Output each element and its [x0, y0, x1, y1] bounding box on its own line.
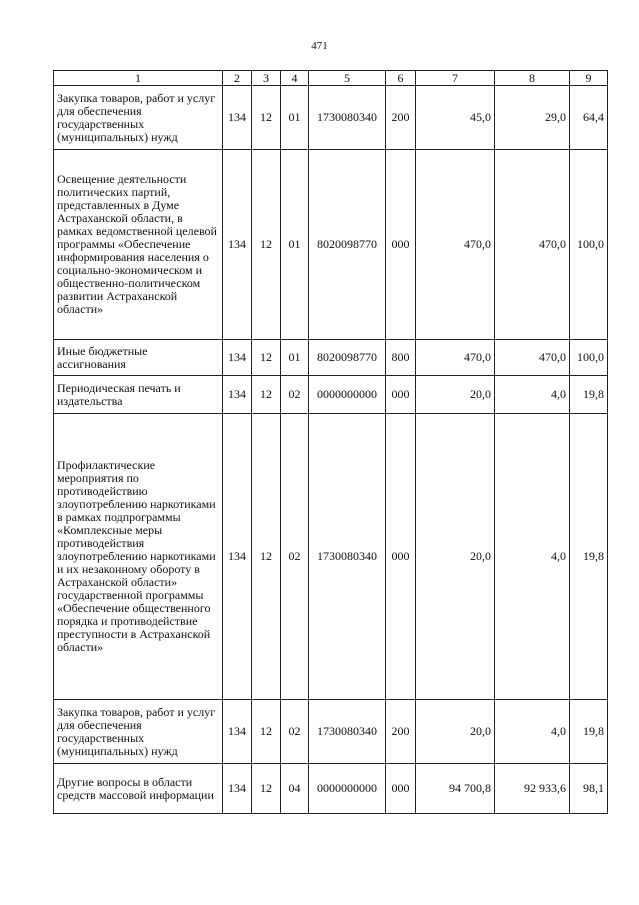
table-row [54, 86, 608, 150]
cell-executed: 4,0 [495, 376, 570, 414]
cell-percent: 19,8 [570, 376, 608, 414]
row-name: Другие вопросы в области средств массовой информации [54, 764, 223, 814]
column-header: 5 [309, 71, 386, 86]
cell-section: 12 [252, 764, 281, 814]
cell-percent: 64,4 [570, 86, 608, 150]
cell-admin-code: 134 [223, 340, 252, 376]
cell-subsection: 02 [281, 414, 309, 700]
cell-expense-type: 000 [386, 376, 416, 414]
column-header: 4 [281, 71, 309, 86]
cell-subsection: 04 [281, 764, 309, 814]
header-row [54, 71, 608, 86]
cell-section: 12 [252, 700, 281, 764]
cell-admin-code: 134 [223, 414, 252, 700]
cell-planned: 20,0 [416, 414, 495, 700]
row-name: Освещение деятельности политических партий, представленных в Думе Астраханской области, в рамках ведомственной целевой программы «Обеспечение информирования населения о социально-экономическом и общественно-политическом развитии Астраханской области» [54, 150, 223, 340]
column-header: 9 [570, 71, 608, 86]
cell-target-item: 1730080340 [309, 700, 386, 764]
cell-section: 12 [252, 340, 281, 376]
row-name: Иные бюджетные ассигнования [54, 340, 223, 376]
cell-expense-type: 200 [386, 700, 416, 764]
cell-percent: 100,0 [570, 150, 608, 340]
cell-planned: 470,0 [416, 340, 495, 376]
cell-expense-type: 000 [386, 150, 416, 340]
cell-executed: 470,0 [495, 150, 570, 340]
cell-planned: 94 700,8 [416, 764, 495, 814]
page-number: 471 [311, 40, 328, 52]
cell-expense-type: 000 [386, 764, 416, 814]
cell-admin-code: 134 [223, 376, 252, 414]
cell-section: 12 [252, 414, 281, 700]
cell-planned: 470,0 [416, 150, 495, 340]
cell-target-item: 8020098770 [309, 150, 386, 340]
table-row [54, 764, 608, 814]
cell-admin-code: 134 [223, 86, 252, 150]
cell-target-item: 8020098770 [309, 340, 386, 376]
column-header: 7 [416, 71, 495, 86]
cell-expense-type: 000 [386, 414, 416, 700]
cell-section: 12 [252, 150, 281, 340]
table-row [54, 700, 608, 764]
cell-executed: 4,0 [495, 700, 570, 764]
cell-executed: 4,0 [495, 414, 570, 700]
cell-percent: 19,8 [570, 700, 608, 764]
table-row [54, 340, 608, 376]
budget-table [53, 70, 608, 814]
cell-admin-code: 134 [223, 150, 252, 340]
cell-subsection: 02 [281, 376, 309, 414]
column-header: 1 [54, 71, 223, 86]
table-row [54, 376, 608, 414]
row-name: Закупка товаров, работ и услуг для обеспечения государственных (муниципальных) нужд [54, 700, 223, 764]
cell-section: 12 [252, 86, 281, 150]
cell-section: 12 [252, 376, 281, 414]
cell-planned: 20,0 [416, 376, 495, 414]
cell-subsection: 02 [281, 700, 309, 764]
cell-subsection: 01 [281, 340, 309, 376]
column-header: 3 [252, 71, 281, 86]
row-name: Профилактические мероприятия по противодействию злоупотреблению наркотиками в рамках подпрограммы «Комплексные меры противодействия злоупотреблению наркотиками и их незаконному обороту в Астраханской области» государственной программы «Обеспечение общественного порядка и противодействие преступности в Астраханской области» [54, 414, 223, 700]
column-header: 6 [386, 71, 416, 86]
cell-admin-code: 134 [223, 764, 252, 814]
cell-target-item: 1730080340 [309, 414, 386, 700]
cell-target-item: 0000000000 [309, 376, 386, 414]
cell-planned: 45,0 [416, 86, 495, 150]
row-name: Периодическая печать и издательства [54, 376, 223, 414]
cell-expense-type: 200 [386, 86, 416, 150]
cell-executed: 470,0 [495, 340, 570, 376]
table-row [54, 414, 608, 700]
cell-percent: 98,1 [570, 764, 608, 814]
table-row [54, 150, 608, 340]
column-header: 2 [223, 71, 252, 86]
cell-subsection: 01 [281, 86, 309, 150]
cell-subsection: 01 [281, 150, 309, 340]
cell-target-item: 0000000000 [309, 764, 386, 814]
cell-executed: 92 933,6 [495, 764, 570, 814]
cell-admin-code: 134 [223, 700, 252, 764]
cell-planned: 20,0 [416, 700, 495, 764]
cell-expense-type: 800 [386, 340, 416, 376]
cell-percent: 100,0 [570, 340, 608, 376]
column-header: 8 [495, 71, 570, 86]
cell-target-item: 1730080340 [309, 86, 386, 150]
cell-executed: 29,0 [495, 86, 570, 150]
cell-percent: 19,8 [570, 414, 608, 700]
row-name: Закупка товаров, работ и услуг для обеспечения государственных (муниципальных) нужд [54, 86, 223, 150]
